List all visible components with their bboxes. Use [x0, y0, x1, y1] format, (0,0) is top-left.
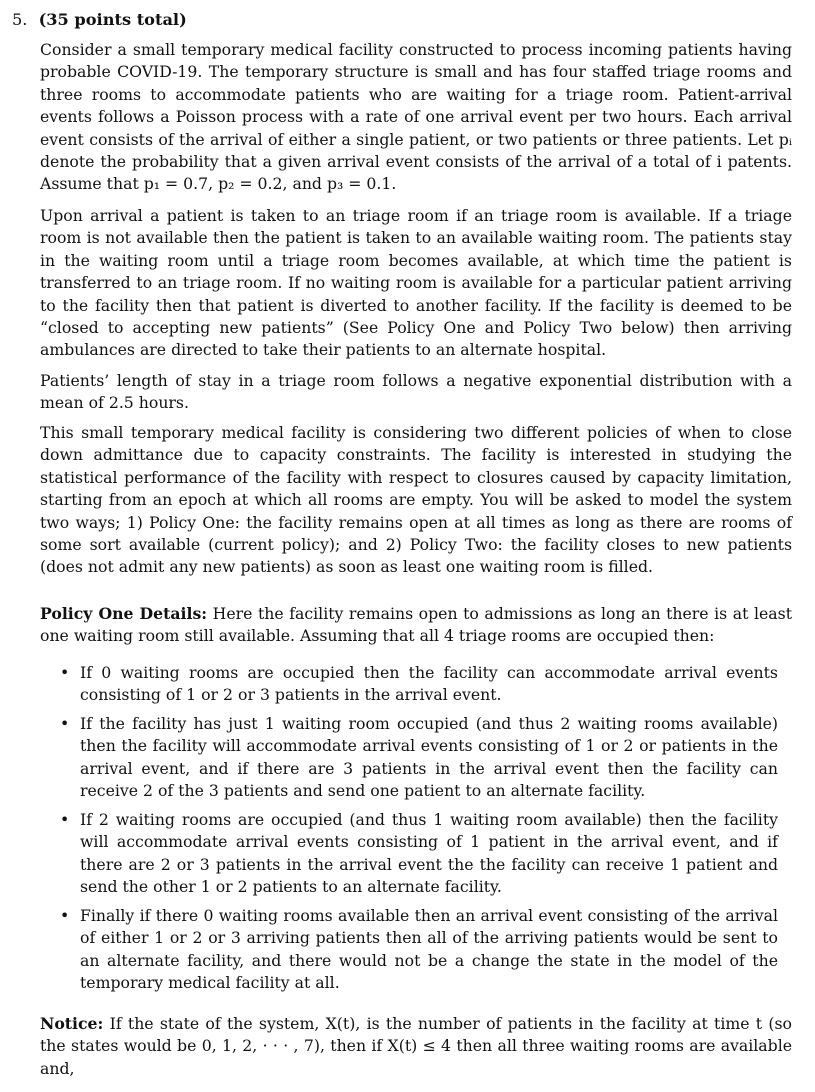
policy-one-text: Here the facility remains open to admissions as long an there is at least one waiting room still available. Assuming that all 4 triage rooms are occupied then:	[40, 604, 793, 646]
problem-header	[12, 9, 187, 31]
bullet-text: Finally if there 0 waiting rooms available then an arrival event consisting of the arrival of either 1 or 2 or 3 arriving patients then all of the arriving patients would be sent to an alternate facility, and there would not be a change the state in the model of the temporary medical facility at all.	[80, 906, 778, 993]
notice-text: If the state of the system, X(t), is the number of patients in the facility at time t (so the states would be 0, 1, 2, · · · , 7), then if X(t) ≤ 4 then all three waiting rooms are available and,	[40, 1014, 792, 1078]
policies-paragraph: This small temporary medical facility is considering two different policies of when to close down admittance due to capacity constraints. The facility is interested in studying the statistical performance of the facility with respect to closures caused by capacity limitation, starting from an epoch at which all rooms are empty. You will be asked to model the system two ways; 1) Policy One: the facility remains open at all times as long as there are rooms of some sort available (current policy); and 2) Policy Two: the facility closes to new patients (does not admit any new patients) as soon as least one waiting room is filled.	[40, 423, 792, 577]
policy-one-paragraph	[40, 603, 792, 648]
length-of-stay-paragraph: Patients’ length of stay in a triage room follows a negative exponential distribution with a mean of 2.5 hours.	[40, 371, 792, 413]
bullet-icon: •	[60, 714, 70, 733]
arrival-paragraph: Upon arrival a patient is taken to an triage room if an triage room is available. If a triage room is not available then the patient is taken to an available waiting room. The patients stay in the waiting room until a triage room becomes available, at which time the patient is transferred to an triage room. If no waiting room is available for a particular patient arriving to the facility then that patient is diverted to another facility. If the facility is deemed to be “closed to accepting new patients” (See Policy One and Policy Two below) then arriving ambulances are directed to take their patients to an alternate hospital.	[40, 206, 792, 360]
bullet-icon: •	[60, 906, 70, 925]
bullet-icon: •	[60, 810, 70, 829]
policy-one-heading: Policy One Details:	[40, 604, 208, 623]
problem-number: 5.	[12, 10, 28, 29]
bullet-text: If 0 waiting rooms are occupied then the facility can accommodate arrival events consisting of 1 or 2 or 3 patients in the arrival event.	[80, 663, 778, 705]
bullet-text: If 2 waiting rooms are occupied (and thus 1 waiting room available) then the facility will accommodate arrival events consisting of 1 patient in the arrival event, and if there are 2 or 3 patients in the arrival event the the facility can receive 1 patient and send the other 1 or 2 patients to an alternate facility.	[80, 810, 778, 897]
bullet-icon: •	[60, 663, 70, 682]
problem-points: (35 points total)	[38, 10, 187, 29]
notice-heading: Notice:	[40, 1014, 104, 1033]
bullet-text: If the facility has just 1 waiting room occupied (and thus 2 waiting rooms available) then the facility will accommodate arrival events consisting of 1 or 2 or patients in the arrival event, and if there are 3 patients in the arrival event then the facility can receive 2 of the 3 patients and send one patient to an alternate facility.	[80, 714, 778, 801]
notice-paragraph	[40, 1013, 792, 1080]
intro-paragraph: Consider a small temporary medical facility constructed to process incoming patients having probable COVID-19. The temporary structure is small and has four staffed triage rooms and three rooms to accommodate patients who are waiting for a triage room. Patient-arrival events follows a Poisson process with a rate of one arrival event per two hours. Each arrival event consists of the arrival of either a single patient, or two patients or three patients. Let pᵢ denote the probability that a given arrival event consists of the arrival of a total of i patents. Assume that p₁ = 0.7, p₂ = 0.2, and p₃ = 0.1.	[40, 40, 792, 194]
